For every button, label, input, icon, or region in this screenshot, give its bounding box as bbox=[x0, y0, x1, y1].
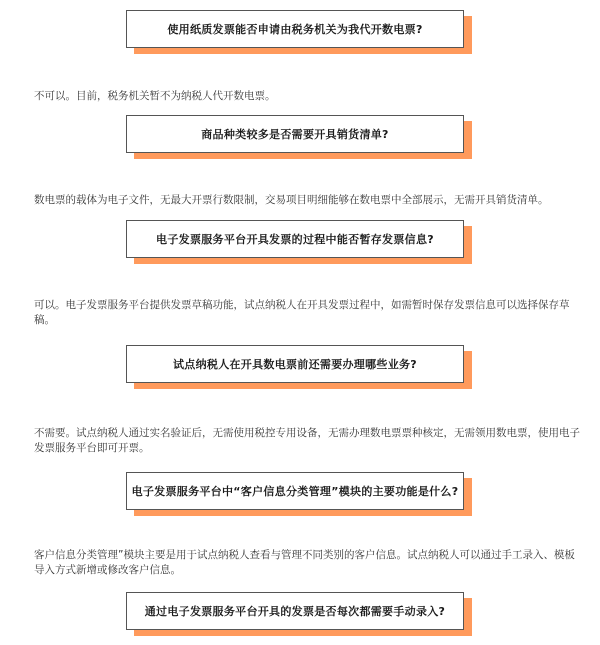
faq-question-6: 通过电子发票服务平台开具的发票是否每次都需要手动录入? bbox=[126, 592, 464, 630]
faq-question-3: 电子发票服务平台开具发票的过程中能否暂存发票信息? bbox=[126, 220, 464, 258]
faq-answer-4: 不需要。试点纳税人通过实名验证后，无需使用税控专用设备，无需办理数电票票种核定，无需领用数电票，使用电子发票服务平台即可开票。 bbox=[34, 427, 580, 454]
faq-question-5: 电子发票服务平台中“客户信息分类管理”模块的主要功能是什么? bbox=[126, 472, 464, 510]
faq-answer-3: 可以。电子发票服务平台提供发票草稿功能，试点纳税人在开具发票过程中，如需暂时保存发票信息可以选择保存草稿。 bbox=[34, 299, 570, 326]
faq-answer-1: 不可以。目前，税务机关暂不为纳税人代开数电票。 bbox=[34, 90, 276, 102]
faq-question-1: 使用纸质发票能否申请由税务机关为我代开数电票? bbox=[126, 10, 464, 48]
faq-answer-2: 数电票的载体为电子文件，无最大开票行数限制，交易项目明细能够在数电票中全部展示，无需开具销货清单。 bbox=[34, 194, 549, 206]
faq-question-4: 试点纳税人在开具数电票前还需要办理哪些业务? bbox=[126, 345, 464, 383]
faq-question-2: 商品种类较多是否需要开具销货清单? bbox=[126, 115, 464, 153]
faq-answer-5: 客户信息分类管理”模块主要是用于试点纳税人查看与管理不同类别的客户信息。试点纳税人可以通过手工录入、模板导入方式新增或修改客户信息。 bbox=[34, 549, 575, 576]
